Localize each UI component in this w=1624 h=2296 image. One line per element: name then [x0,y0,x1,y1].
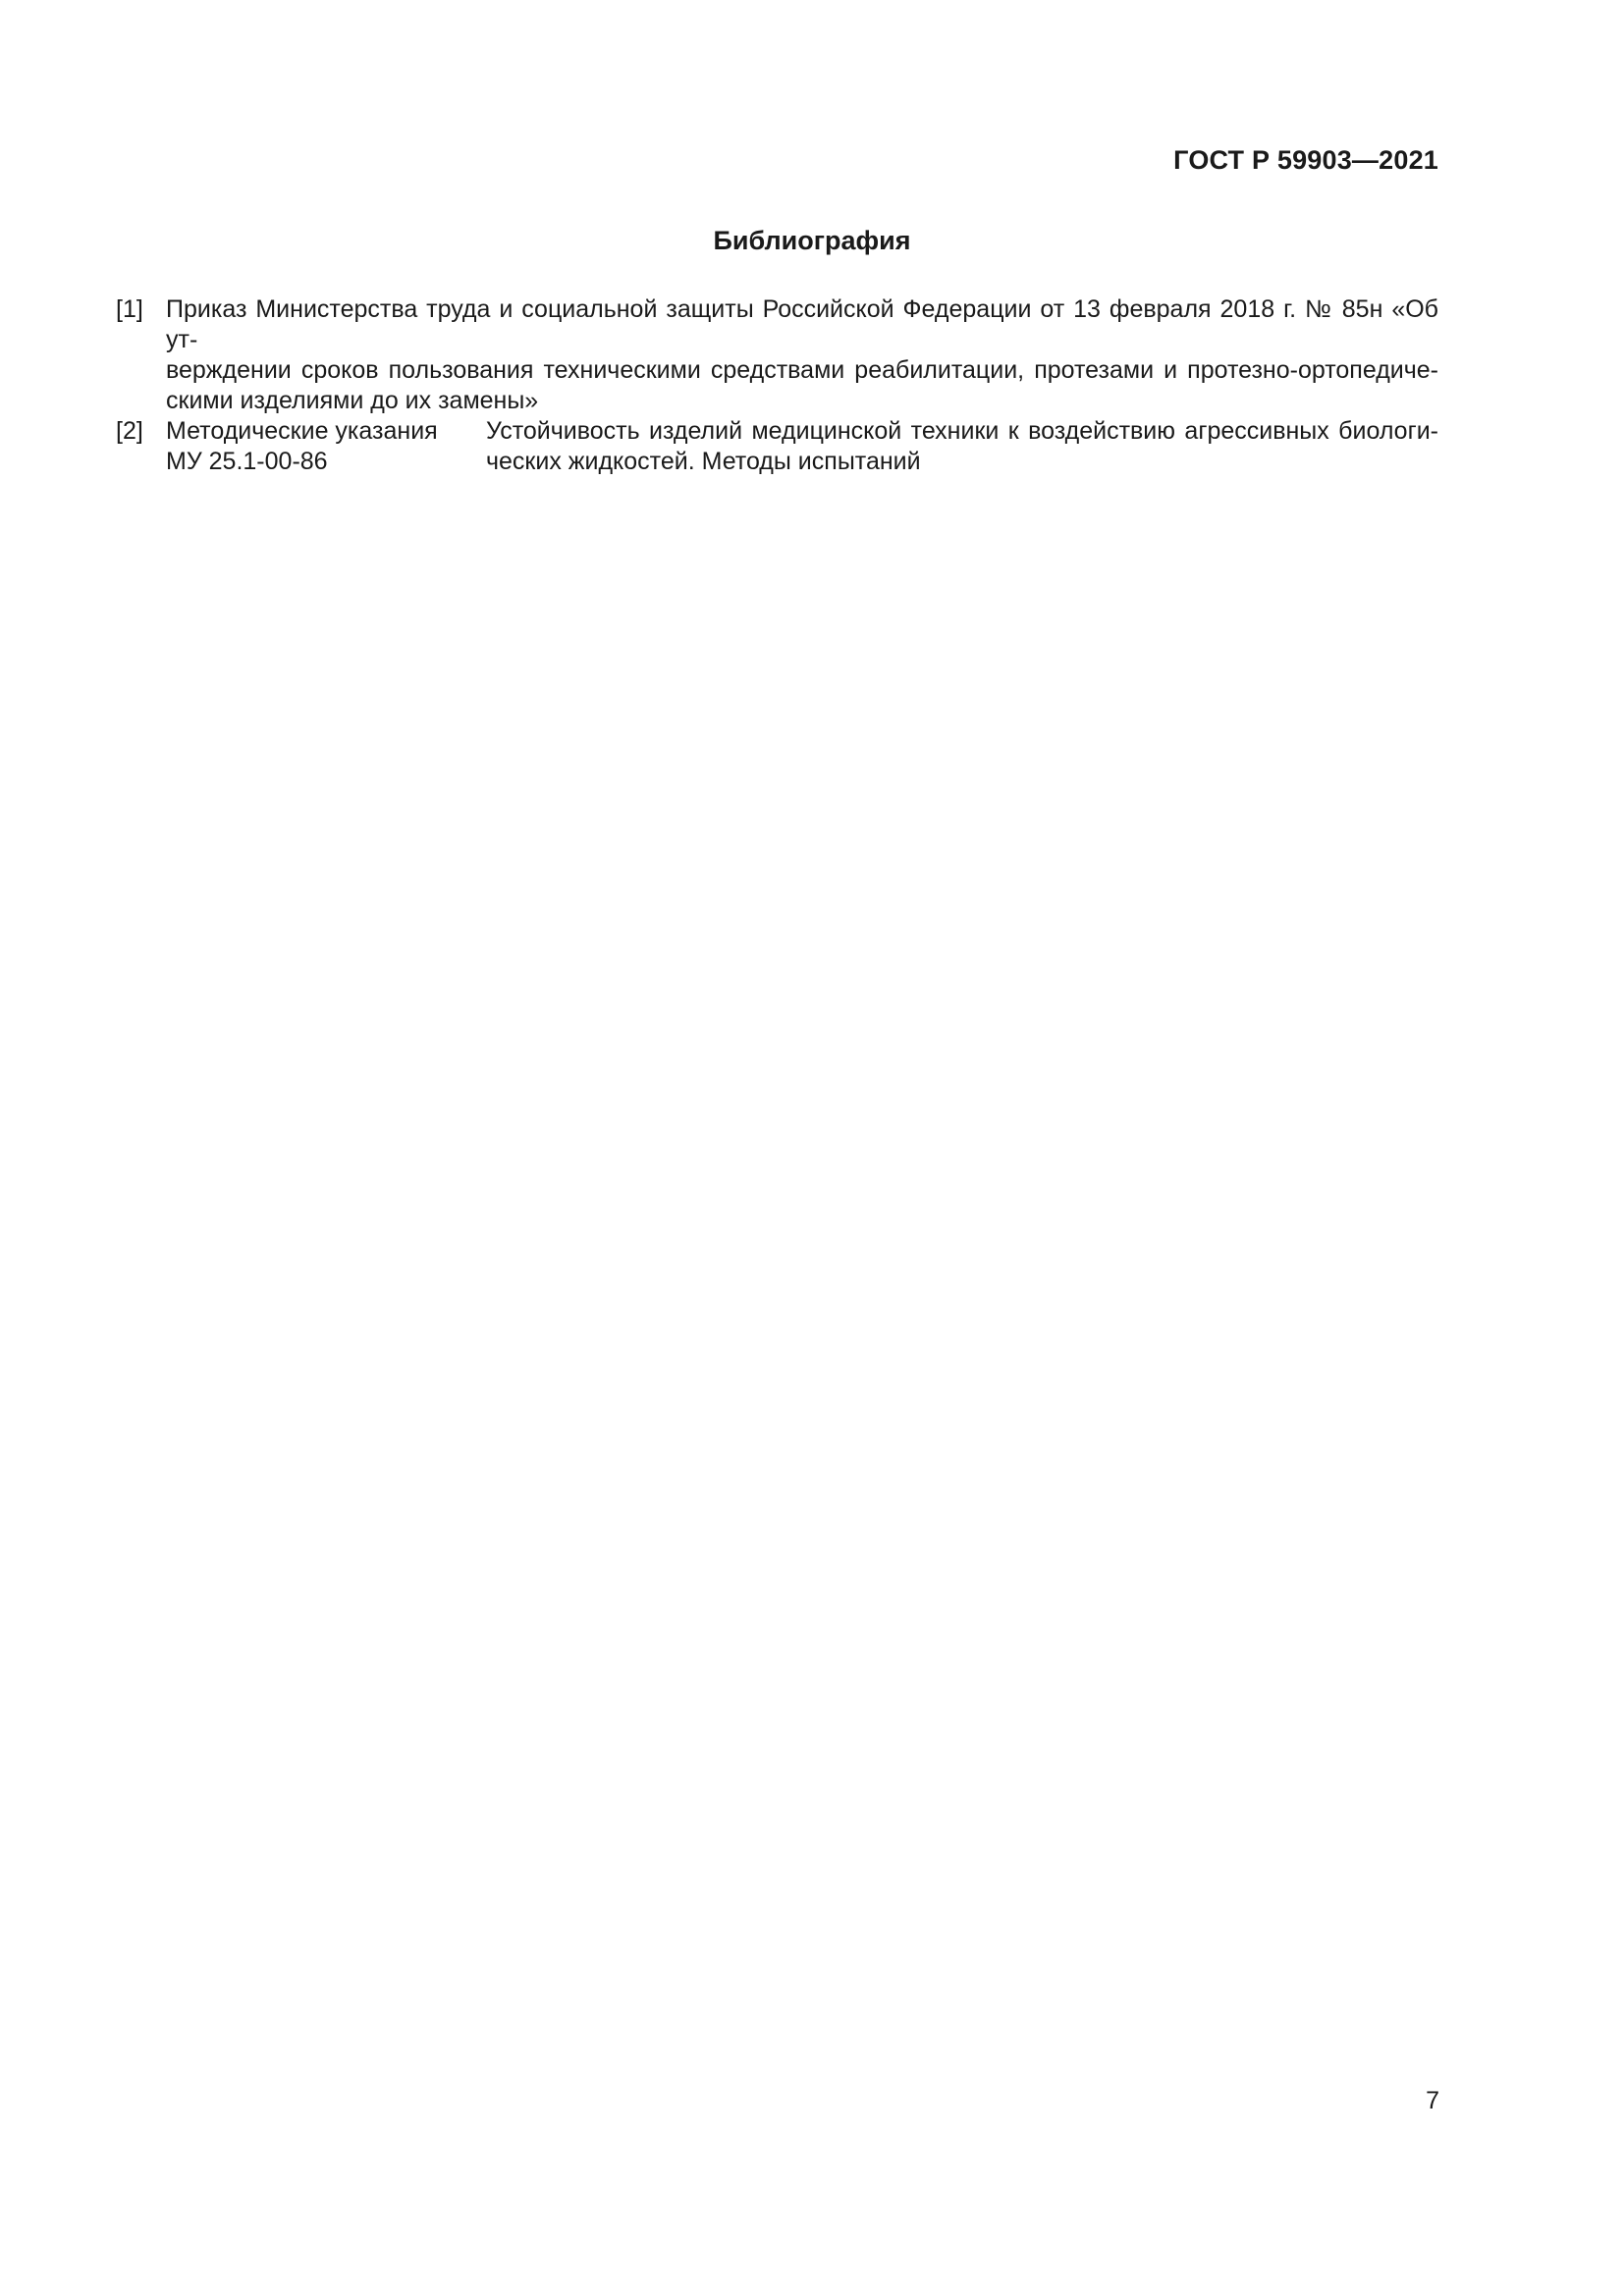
bibliography-entry-title-line: ческих жидкостей. Методы испытаний [486,448,921,475]
bibliography-entry-document-line: МУ 25.1-00-86 [166,448,328,475]
section-title: Библиография [713,226,911,255]
bibliography-entry-line: скими изделиями до их замены» [166,387,539,414]
bibliography-entry-document-line: Методические указания [166,417,438,445]
bibliography-entry [116,294,1438,416]
bibliography-entry-title-line: Устойчивость изделий медицинской техники к воздействию агрессивных биологи- [486,417,1438,445]
bibliography-entry-title [486,416,1438,477]
bibliography-entry-text [166,294,1438,416]
bibliography-entry-line: Приказ Министерства труда и социальной защиты Российской Федерации от 13 февраля 2018 г. № 85н «Об ут- [166,295,1438,353]
bibliography-entry-document [166,416,486,477]
bibliography-entry-line: верждении сроков пользования техническими средствами реабилитации, протезами и протезно-ортопедиче- [166,356,1438,384]
bibliography-list [116,294,1438,477]
bibliography-entry [116,416,1438,477]
standard-id: ГОСТ Р 59903—2021 [1173,145,1438,175]
bibliography-entry-number: [2] [116,417,143,445]
bibliography-entry-number: [1] [116,295,143,323]
page-number: 7 [1426,2087,1439,2114]
